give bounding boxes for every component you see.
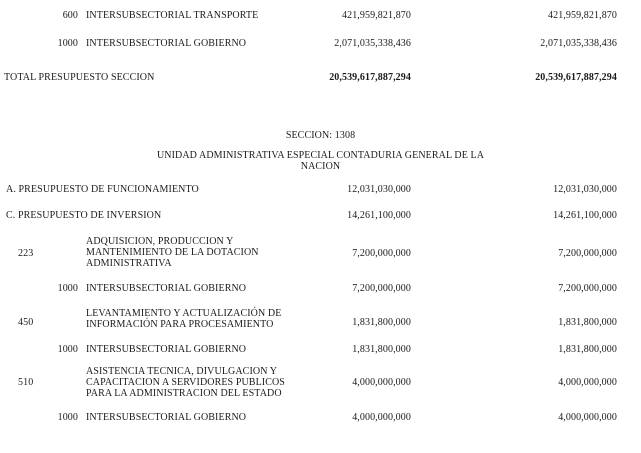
sub-row-label: INTERSUBSECTORIAL GOBIERNO [86, 283, 247, 294]
total-label: TOTAL PRESUPUESTO SECCION [4, 72, 155, 83]
program-code: 510 [18, 377, 34, 388]
program-value-1: 7,200,000,000 [352, 248, 411, 259]
program-description [86, 308, 301, 330]
program-description-line: CAPACITACION A SERVIDORES PUBLICOS [86, 377, 285, 388]
row-value-2: 421,959,821,870 [548, 10, 617, 21]
sub-row-value-1: 7,200,000,000 [352, 283, 411, 294]
sub-row-label: INTERSUBSECTORIAL GOBIERNO [86, 344, 247, 355]
program-description [86, 366, 301, 399]
budget-header-value-1: 12,031,030,000 [347, 184, 411, 195]
sub-row-value-1: 4,000,000,000 [352, 412, 411, 423]
sub-row-value-2: 4,000,000,000 [558, 412, 617, 423]
row-code: 600 [62, 10, 78, 21]
total-value-2: 20,539,617,887,294 [535, 72, 617, 83]
row-code: 1000 [57, 38, 78, 49]
program-description-line: INFORMACIÓN PARA PROCESAMIENTO [86, 319, 274, 330]
program-description-line: ASISTENCIA TECNICA, DIVULGACION Y [86, 366, 278, 377]
total-value-1: 20,539,617,887,294 [329, 72, 411, 83]
program-description [86, 236, 301, 269]
program-value-2: 7,200,000,000 [558, 248, 617, 259]
program-description-line: ADMINISTRATIVA [86, 258, 172, 269]
row-value-2: 2,071,035,338,436 [540, 38, 617, 49]
sub-row-label: INTERSUBSECTORIAL GOBIERNO [86, 412, 247, 423]
program-value-2: 4,000,000,000 [558, 377, 617, 388]
sub-row-code: 1000 [57, 283, 78, 294]
program-value-1: 1,831,800,000 [352, 317, 411, 328]
budget-header-label: C. PRESUPUESTO DE INVERSION [6, 210, 162, 221]
program-code: 450 [18, 317, 34, 328]
row-label: INTERSUBSECTORIAL TRANSPORTE [86, 10, 259, 21]
program-value-1: 4,000,000,000 [352, 377, 411, 388]
program-description-line: MANTENIMIENTO DE LA DOTACION [86, 247, 259, 258]
budget-header-value-2: 12,031,030,000 [553, 184, 617, 195]
budget-header-label: A. PRESUPUESTO DE FUNCIONAMIENTO [6, 184, 199, 195]
program-code: 223 [18, 248, 34, 259]
sub-row-value-1: 1,831,800,000 [352, 344, 411, 355]
program-description-line: PARA LA ADMINISTRACION DEL ESTADO [86, 388, 282, 399]
sub-row-value-2: 1,831,800,000 [558, 344, 617, 355]
budget-header-value-2: 14,261,100,000 [553, 210, 617, 221]
program-value-2: 1,831,800,000 [558, 317, 617, 328]
program-description-line: LEVANTAMIENTO Y ACTUALIZACIÓN DE [86, 308, 282, 319]
sub-row-code: 1000 [57, 412, 78, 423]
entity-name-line-2: NACION [300, 161, 341, 172]
section-title: SECCION: 1308 [285, 130, 356, 141]
program-description-line: ADQUISICION, PRODUCCION Y [86, 236, 234, 247]
sub-row-code: 1000 [57, 344, 78, 355]
entity-name-line-1: UNIDAD ADMINISTRATIVA ESPECIAL CONTADURIA GENERAL DE LA [156, 150, 485, 161]
budget-header-value-1: 14,261,100,000 [347, 210, 411, 221]
row-label: INTERSUBSECTORIAL GOBIERNO [86, 38, 247, 49]
row-value-1: 421,959,821,870 [342, 10, 411, 21]
row-value-1: 2,071,035,338,436 [334, 38, 411, 49]
sub-row-value-2: 7,200,000,000 [558, 283, 617, 294]
